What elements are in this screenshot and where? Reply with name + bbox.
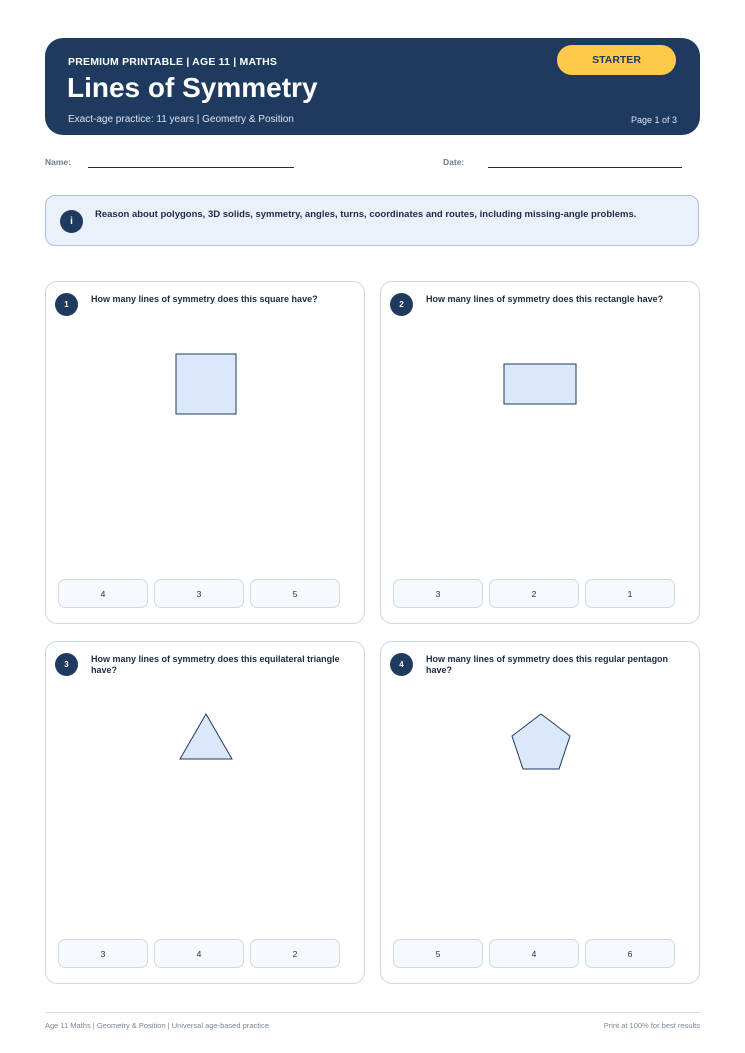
date-label: Date: xyxy=(443,157,465,167)
info-icon: i xyxy=(60,210,83,233)
answer-option[interactable]: 4 xyxy=(58,579,148,608)
header-subtitle: Exact-age practice: 11 years | Geometry & Position xyxy=(68,114,294,125)
name-field[interactable] xyxy=(88,167,294,168)
answer-option[interactable]: 4 xyxy=(489,939,579,968)
page-number: Page 1 of 3 xyxy=(630,115,677,125)
question-text: How many lines of symmetry does this equilateral triangle have? xyxy=(91,654,340,675)
rectangle-shape xyxy=(381,342,701,462)
answer-option[interactable]: 2 xyxy=(250,939,340,968)
question-card-1 xyxy=(45,281,365,624)
question-number: 4 xyxy=(390,653,413,676)
question-number: 1 xyxy=(55,293,78,316)
page-title: Lines of Symmetry xyxy=(67,72,318,103)
answer-option[interactable]: 2 xyxy=(489,579,579,608)
info-panel xyxy=(45,195,699,246)
footer-right-text: Print at 100% for best results xyxy=(603,1021,700,1030)
footer-left-text: Age 11 Maths | Geometry & Position | Universal age-based practice xyxy=(45,1021,269,1030)
answer-option[interactable]: 3 xyxy=(393,579,483,608)
question-text: How many lines of symmetry does this square have? xyxy=(91,294,318,304)
question-number: 3 xyxy=(55,653,78,676)
footer-divider xyxy=(45,1012,700,1013)
answer-option[interactable]: 5 xyxy=(393,939,483,968)
date-field[interactable] xyxy=(488,167,682,168)
square-shape xyxy=(46,342,366,462)
question-text: How many lines of symmetry does this rectangle have? xyxy=(426,294,664,304)
question-number: 2 xyxy=(390,293,413,316)
name-label: Name: xyxy=(45,157,71,167)
answer-option[interactable]: 3 xyxy=(58,939,148,968)
answer-option[interactable]: 5 xyxy=(250,579,340,608)
question-card-3 xyxy=(45,641,365,984)
answer-option[interactable]: 1 xyxy=(585,579,675,608)
answer-option[interactable]: 4 xyxy=(154,939,244,968)
question-card-4 xyxy=(380,641,700,984)
answer-option[interactable]: 6 xyxy=(585,939,675,968)
worksheet-header xyxy=(45,38,700,135)
question-text: How many lines of symmetry does this regular pentagon have? xyxy=(426,654,669,675)
question-card-2 xyxy=(380,281,700,624)
pentagon-shape xyxy=(381,702,701,822)
header-kicker: PREMIUM PRINTABLE | AGE 11 | MATHS xyxy=(68,56,278,68)
triangle-shape xyxy=(46,702,366,822)
answer-option[interactable]: 3 xyxy=(154,579,244,608)
info-text: Reason about polygons, 3D solids, symmetry, angles, turns, coordinates and routes, including missing-angle problems. xyxy=(95,209,637,220)
level-badge: STARTER xyxy=(557,45,676,75)
